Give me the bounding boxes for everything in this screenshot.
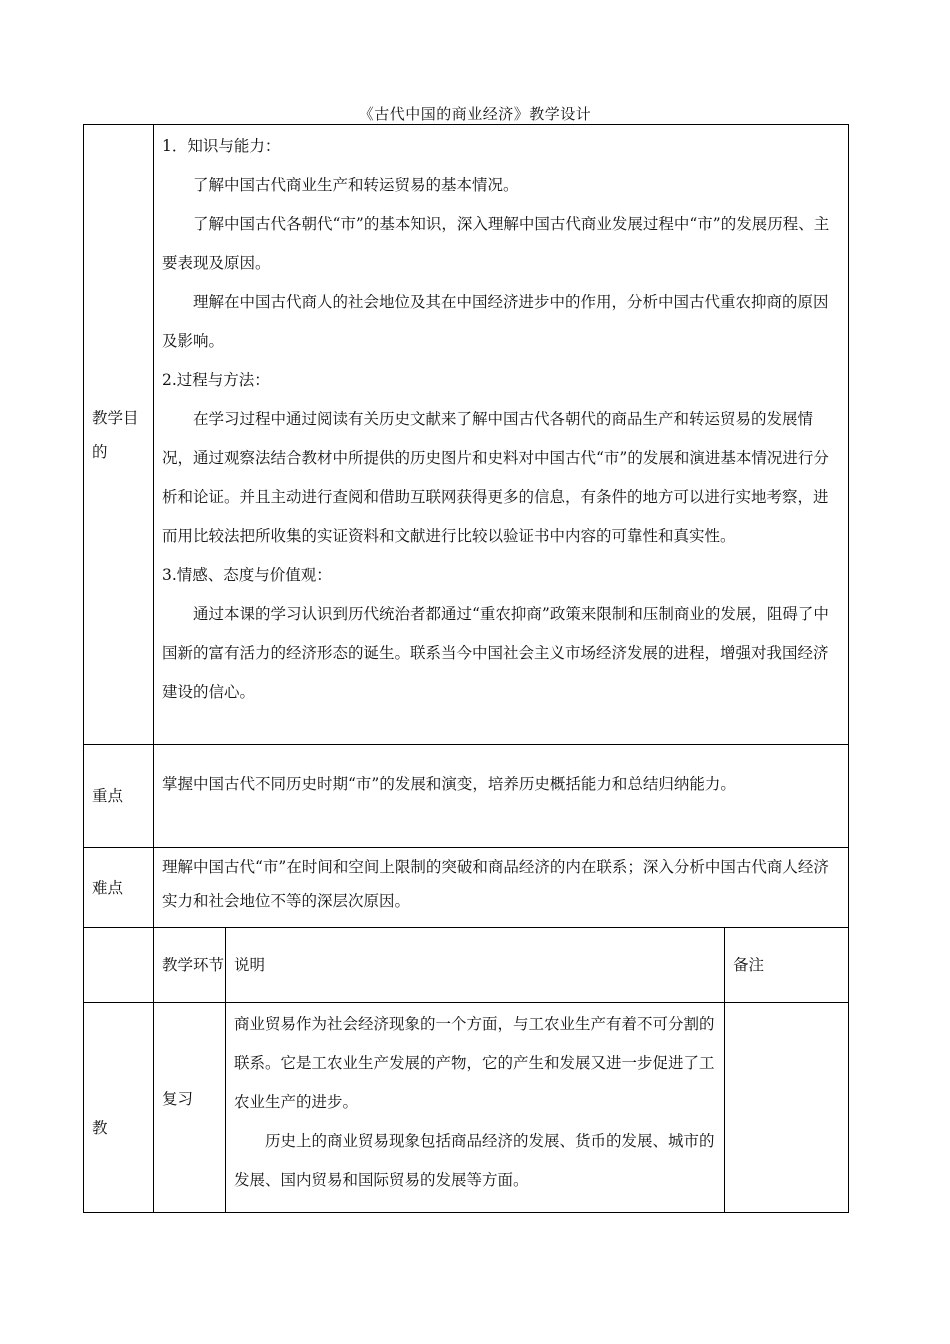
difficulty-text: 理解中国古代“市”在时间和空间上限制的突破和商品经济的内在联系；深入分析中国古代商人经济实力和社会地位不等的深层次原因。 xyxy=(154,848,849,928)
process-header-row xyxy=(84,928,849,1003)
review-description xyxy=(226,1003,725,1213)
stage-header: 教学环节 xyxy=(154,928,226,1003)
objectives-row xyxy=(84,125,849,745)
key-point-label: 重点 xyxy=(84,745,154,848)
difficulty-label: 难点 xyxy=(84,848,154,928)
review-note xyxy=(725,1003,849,1213)
key-point-text: 掌握中国古代不同历史时期“市”的发展和演变，培养历史概括能力和总结归纳能力。 xyxy=(154,745,849,848)
objective-line: 了解中国古代各朝代“市”的基本知识，深入理解中国古代商业发展过程中“市”的发展历程、主要表现及原因。 xyxy=(162,215,830,272)
teaching-label: 教 xyxy=(84,1003,154,1213)
objective-line: 2.过程与方法： xyxy=(162,371,270,389)
stage-review: 复习 xyxy=(154,1003,226,1213)
difficulty-row xyxy=(84,848,849,928)
review-paragraph: 商业贸易作为社会经济现象的一个方面，与工农业生产有着不可分割的联系。它是工农业生产发展的产物，它的产生和发展又进一步促进了工农业生产的进步。 xyxy=(234,1015,715,1111)
process-header-empty xyxy=(84,928,154,1003)
objective-line: 通过本课的学习认识到历代统治者都通过“重农抑商”政策来限制和压制商业的发展，阻碍了中国新的富有活力的经济形态的诞生。联系当今中国社会主义市场经济发展的进程，增强对我国经济建设的信心。 xyxy=(162,605,829,701)
objective-line: 1．知识与能力： xyxy=(162,137,281,155)
objective-line: 在学习过程中通过阅读有关历史文献来了解中国古代各朝代的商品生产和转运贸易的发展情况，通过观察法结合教材中所提供的历史图片和史料对中国古代“市”的发展和演进基本情况进行分析和论证。并且主动进行查阅和借助互联网获得更多的信息，有条件的地方可以进行实地考察，进而用比较法把所收集的实证资料和文献进行比较以验证书中内容的可靠性和真实性。 xyxy=(162,410,829,545)
key-point-row xyxy=(84,745,849,848)
objective-line: 3.情感、态度与价值观： xyxy=(162,566,332,584)
description-header: 说明 xyxy=(226,928,725,1003)
document-title: 《古代中国的商业经济》教学设计 xyxy=(358,105,592,123)
objectives-label: 教学目的 xyxy=(84,125,154,745)
objective-line: 了解中国古代商业生产和转运贸易的基本情况。 xyxy=(193,176,519,194)
process-row xyxy=(84,1003,849,1213)
objective-line: 理解在中国古代商人的社会地位及其在中国经济进步中的作用，分析中国古代重农抑商的原因及影响。 xyxy=(162,293,829,350)
review-paragraph: 历史上的商业贸易现象包括商品经济的发展、货币的发展、城市的发展、国内贸易和国际贸易的发展等方面。 xyxy=(234,1132,715,1189)
objectives-content xyxy=(154,125,849,745)
lesson-plan-table xyxy=(83,124,849,1213)
note-header: 备注 xyxy=(725,928,849,1003)
